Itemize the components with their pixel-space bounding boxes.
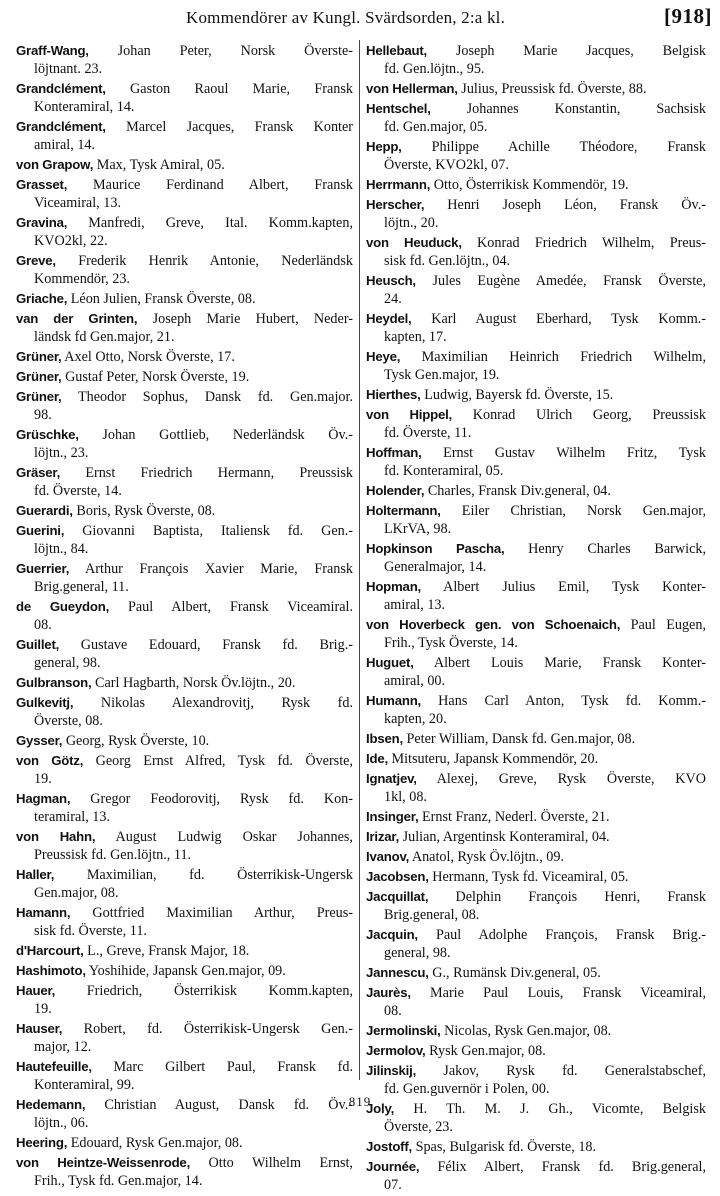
register-entry [366,100,706,136]
entry-surname: Ibsen, [366,731,403,746]
entry-continuation: Viceamiral, 13. [34,195,121,211]
entry-details: Georg, Rysk Överste, 10. [62,733,210,749]
entry-continuation: löjtn., 20. [384,215,439,231]
entry-details: Jakov, Rysk fd. Generalstabschef, [416,1063,706,1079]
register-entry [16,828,353,864]
entry-surname: Grüschke, [16,427,79,442]
entry-details: Albert Louis Marie, Fransk Konter- [413,655,706,671]
entry-surname: von Heintze-Weissenrode, [16,1155,191,1170]
entry-surname: Gulbranson, [16,675,92,690]
entry-surname: Joly, [366,1101,395,1116]
register-entry [16,290,353,308]
entry-details: Konrad Ulrich Georg, Preussisk [452,407,706,423]
entry-surname: de Gueydon, [16,599,110,614]
entry-surname: Hamann, [16,905,71,920]
right-column [366,42,706,1196]
page-footer-number: 819 [348,1094,372,1109]
entry-surname: Heusch, [366,273,416,288]
register-entry [366,808,706,826]
entry-surname: Guerardi, [16,503,73,518]
register-entry [16,752,353,788]
entry-continuation: Tysk Gen.major, 19. [384,367,500,383]
entry-continuation: fd. Konteramiral, 05. [384,463,504,479]
entry-continuation: Överste, 08. [34,713,103,729]
entry-surname: Jermolinski, [366,1023,441,1038]
entry-details: Paul Adolphe François, Fransk Brig.- [417,927,706,943]
entry-details: Gustaf Peter, Norsk Överste, 19. [61,369,250,385]
entry-details: Marc Gilbert Paul, Fransk fd. [91,1059,353,1075]
entry-details: Arthur François Xavier Marie, Fransk [69,561,353,577]
register-entry [366,616,706,652]
entry-details: Max, Tysk Amiral, 05. [93,157,225,173]
register-entry [16,156,353,174]
column-divider [359,40,360,1080]
register-entry [366,888,706,924]
entry-details: Boris, Rysk Överste, 08. [72,503,216,519]
entry-continuation: fd. Överste, 14. [34,483,122,499]
page-number-bracketed: [918] [664,4,712,28]
entry-details: Manfredi, Greve, Ital. Komm.kapten, [67,215,353,231]
entry-continuation: 08. [34,617,52,633]
entry-surname: Greve, [16,253,56,268]
entry-surname: Huguet, [366,655,414,670]
register-entry [366,406,706,442]
entry-details: Hermann, Tysk fd. Viceamiral, 05. [428,869,629,885]
register-entry [16,502,353,520]
entry-details: Robert, fd. Österrikisk-Ungersk Gen.- [62,1021,353,1037]
entry-continuation: Brig.general, 08. [384,907,480,923]
entry-details: Maurice Ferdinand Albert, Fransk [67,177,353,193]
register-entry [366,138,706,174]
entry-surname: Gravina, [16,215,68,230]
register-entry [366,578,706,614]
register-entry [16,1154,353,1190]
entry-details: Gottfried Maximilian Arthur, Preus- [70,905,353,921]
entry-surname: Hopkinson Pascha, [366,541,505,556]
entry-details: Ernst Franz, Nederl. Överste, 21. [418,809,610,825]
entry-surname: Jilinskij, [366,1063,417,1078]
register-entry [366,42,706,78]
entry-details: Marcel Jacques, Fransk Konter [105,119,353,135]
register-entry [16,388,353,424]
entry-surname: Hierthes, [366,387,421,402]
page-title: Kommendörer av Kungl. Svärdsorden, 2:a kl. [186,8,506,27]
entry-details: Alexej, Greve, Rysk Överste, KVO [416,771,706,787]
register-entry [366,926,706,962]
entry-surname: van der Grinten, [16,311,138,326]
entry-surname: Irizar, [366,829,400,844]
entry-details: L., Greve, Fransk Major, 18. [83,943,250,959]
entry-surname: Heye, [366,349,401,364]
entry-surname: Hepp, [366,139,402,154]
entry-surname: Hellebaut, [366,43,428,58]
entry-details: Albert Julius Emil, Tysk Konter- [421,579,706,595]
entry-surname: Holtermann, [366,503,441,518]
entry-continuation: löjtnant. 23. [34,61,103,77]
entry-surname: von Hippel, [366,407,453,422]
entry-details: Johan Gottlieb, Nederländsk Öv.- [78,427,353,443]
entry-continuation: Gen.major, 08. [34,885,119,901]
entry-details: Karl August Eberhard, Tysk Komm.- [411,311,706,327]
entry-continuation: sisk fd. Överste, 11. [34,923,147,939]
register-entry [16,426,353,462]
entry-details: Johan Peter, Norsk Överste- [88,43,353,59]
entry-surname: Grüner, [16,349,62,364]
entry-surname: Griache, [16,291,68,306]
entry-surname: Herscher, [366,197,425,212]
entry-continuation: Överste, 23. [384,1119,453,1135]
register-entry [16,1134,353,1152]
entry-details: Mitsuteru, Japansk Kommendör, 20. [387,751,599,767]
entry-surname: Grandclément, [16,119,106,134]
entry-surname: Ide, [366,751,388,766]
entry-continuation: Frih., Tysk Överste, 14. [384,635,518,651]
entry-surname: von Hoverbeck gen. von Schoenaich, [366,617,621,632]
entry-continuation: general, 98. [34,655,101,671]
register-entry [366,272,706,308]
entry-surname: Hagman, [16,791,71,806]
left-column [16,42,353,1192]
register-entry [366,848,706,866]
entry-details: Félix Albert, Fransk fd. Brig.general, [419,1159,706,1175]
entry-surname: von Heuduck, [366,235,462,250]
entry-details: Rysk Gen.major, 08. [425,1043,546,1059]
entry-surname: Hoffman, [366,445,422,460]
entry-details: Henry Charles Barwick, [504,541,706,557]
entry-surname: Jacobsen, [366,869,429,884]
entry-surname: Gysser, [16,733,63,748]
entry-details: Philippe Achille Théodore, Fransk [401,139,706,155]
entry-surname: Grüner, [16,369,62,384]
entry-details: Otto Wilhelm Ernst, [190,1155,353,1171]
entry-details: Ludwig, Bayersk fd. Överste, 15. [420,387,614,403]
entry-surname: Hedemann, [16,1097,86,1112]
entry-surname: Hashimoto, [16,963,86,978]
entry-continuation: Konteramiral, 14. [34,99,135,115]
entry-continuation: kapten, 20. [384,711,447,727]
entry-details: Joseph Marie Hubert, Neder- [137,311,353,327]
entry-surname: Herrmann, [366,177,431,192]
entry-surname: Guerini, [16,523,65,538]
register-entry [16,560,353,596]
register-entry [366,692,706,728]
entry-details: August Ludwig Oskar Johannes, [95,829,353,845]
entry-details: Julius, Preussisk fd. Överste, 88. [457,81,647,97]
entry-surname: Jacquin, [366,927,418,942]
entry-details: Gregor Feodorovitj, Rysk fd. Kon- [70,791,353,807]
entry-details: Marie Paul Louis, Fransk Viceamiral, [410,985,706,1001]
register-entry [16,310,353,346]
entry-details: Maximilian, fd. Österrikisk-Ungersk [54,867,353,883]
register-entry [16,904,353,940]
register-entry [366,1022,706,1040]
entry-continuation: major, 12. [34,1039,92,1055]
entry-surname: Guerrier, [16,561,70,576]
entry-details: Giovanni Baptista, Italiensk fd. Gen.- [64,523,353,539]
entry-surname: Jostoff, [366,1139,413,1154]
entry-details: Ernst Friedrich Hermann, Preussisk [60,465,353,481]
entry-surname: Graff-Wang, [16,43,89,58]
register-entry [16,464,353,500]
entry-details: Christian August, Dansk fd. Öv.- [85,1097,353,1113]
register-entry [16,636,353,672]
entry-details: Gaston Raoul Marie, Fransk [105,81,353,97]
entry-continuation: Brig.general, 11. [34,579,129,595]
entry-surname: Grüner, [16,389,62,404]
entry-continuation: fd. Gen.guvernör i Polen, 00. [384,1081,550,1097]
entry-surname: von Götz, [16,753,84,768]
entry-surname: Heydel, [366,311,412,326]
entry-surname: Haller, [16,867,55,882]
entry-details: Johannes Konstantin, Sachsisk [430,101,706,117]
entry-continuation: general, 98. [384,945,451,961]
entry-details: Julian, Argentinsk Konteramiral, 04. [399,829,610,845]
register-entry [366,80,706,98]
register-entry [366,1062,706,1098]
register-entry [16,368,353,386]
entry-details: Edouard, Rysk Gen.major, 08. [67,1135,243,1151]
entry-continuation: fd. Gen.löjtn., 95. [384,61,485,77]
register-entry [366,502,706,538]
entry-details: Carl Hagbarth, Norsk Öv.löjtn., 20. [91,675,296,691]
entry-details: Charles, Fransk Div.general, 04. [424,483,611,499]
register-entry [16,732,353,750]
entry-surname: Gräser, [16,465,61,480]
entry-details: Friedrich, Österrikisk Komm.kapten, [55,983,353,999]
entry-surname: von Grapow, [16,157,94,172]
register-entry [16,962,353,980]
entry-details: Henri Joseph Léon, Fransk Öv.- [424,197,706,213]
register-entry [16,866,353,902]
entry-continuation: Kommendör, 23. [34,271,130,287]
entry-details: Peter William, Dansk fd. Gen.major, 08. [402,731,636,747]
register-entry [366,750,706,768]
entry-surname: Hentschel, [366,101,431,116]
entry-surname: Hopman, [366,579,422,594]
entry-continuation: 1kl, 08. [384,789,427,805]
entry-details: Ernst Gustav Wilhelm Fritz, Tysk [421,445,706,461]
register-entry [16,522,353,558]
entry-continuation: amiral, 00. [384,673,446,689]
entry-details: G., Rumänsk Div.general, 05. [428,965,601,981]
entry-continuation: ländsk fd Gen.major, 21. [34,329,175,345]
entry-continuation: 07. [384,1177,402,1193]
register-entry [16,982,353,1018]
register-entry [366,770,706,806]
register-entry [16,790,353,826]
entry-continuation: Preussisk fd. Gen.löjtn., 11. [34,847,192,863]
register-entry [16,80,353,116]
entry-details: Otto, Österrikisk Kommendör, 19. [430,177,629,193]
entry-details: Paul Eugen, [620,617,706,633]
register-entry [366,234,706,270]
entry-surname: Gulkevitj, [16,695,74,710]
entry-surname: von Hellerman, [366,81,458,96]
entry-surname: Hautefeuille, [16,1059,92,1074]
register-entry [366,196,706,232]
register-entry [366,654,706,690]
register-entry [366,444,706,480]
entry-details: Konrad Friedrich Wilhelm, Preus- [461,235,706,251]
register-entry [366,964,706,982]
entry-continuation: 08. [384,1003,402,1019]
entry-surname: Grandclément, [16,81,106,96]
entry-continuation: Konteramiral, 99. [34,1077,135,1093]
entry-surname: Jaurès, [366,985,411,1000]
register-entry [366,176,706,194]
entry-continuation: löjtn., 84. [34,541,89,557]
register-entry [366,540,706,576]
register-entry [366,1042,706,1060]
entry-continuation: 19. [34,771,52,787]
register-entry [366,1158,706,1194]
entry-surname: Insinger, [366,809,419,824]
entry-details: Gustave Edouard, Fransk fd. Brig.- [59,637,353,653]
entry-surname: d'Harcourt, [16,943,84,958]
entry-details: Nikolas Alexandrovitj, Rysk fd. [73,695,353,711]
entry-continuation: fd. Överste, 11. [384,425,472,441]
entry-continuation: Överste, KVO2kl, 07. [384,157,509,173]
register-entry [16,674,353,692]
entry-continuation: KVO2kl, 22. [34,233,108,249]
entry-surname: Humann, [366,693,422,708]
entry-continuation: amiral, 14. [34,137,96,153]
register-entry [16,118,353,154]
register-entry [366,730,706,748]
entry-details: H. Th. M. J. Gh., Vicomte, Belgisk [394,1101,706,1117]
entry-surname: Guillet, [16,637,60,652]
entry-continuation: löjtn., 23. [34,445,89,461]
register-entry [16,1058,353,1094]
entry-details: Frederik Henrik Antonie, Nederländsk [55,253,353,269]
entry-surname: Hauer, [16,983,56,998]
register-entry [16,348,353,366]
entry-continuation: 24. [384,291,402,307]
entry-surname: Holender, [366,483,425,498]
entry-details: Spas, Bulgarisk fd. Överste, 18. [412,1139,597,1155]
register-entry [16,252,353,288]
entry-surname: Hauser, [16,1021,63,1036]
register-entry [366,828,706,846]
register-entry [366,482,706,500]
entry-details: Maximilian Heinrich Friedrich Wilhelm, [400,349,706,365]
entry-continuation: fd. Gen.major, 05. [384,119,488,135]
register-entry [16,942,353,960]
register-entry [16,176,353,212]
entry-continuation: LKrVA, 98. [384,521,452,537]
register-entry [16,42,353,78]
entry-details: Theodor Sophus, Dansk fd. Gen.major. [61,389,353,405]
entry-details: Delphin François Henri, Fransk [428,889,706,905]
entry-details: Nicolas, Rysk Gen.major, 08. [440,1023,612,1039]
entry-details: Anatol, Rysk Öv.löjtn., 09. [409,849,565,865]
entry-continuation: kapten, 17. [384,329,447,345]
page-header [16,4,712,32]
register-entry [16,214,353,250]
entry-details: Axel Otto, Norsk Överste, 17. [61,349,235,365]
register-entry [366,310,706,346]
register-entry [16,1020,353,1056]
entry-continuation: amiral, 13. [384,597,446,613]
register-entry [366,386,706,404]
entry-surname: Heering, [16,1135,68,1150]
entry-details: Hans Carl Anton, Tysk fd. Komm.- [421,693,706,709]
entry-continuation: löjtn., 06. [34,1115,89,1131]
entry-surname: Journée, [366,1159,420,1174]
entry-surname: von Hahn, [16,829,96,844]
entry-details: Georg Ernst Alfred, Tysk fd. Överste, [83,753,353,769]
entry-continuation: Frih., Tysk fd. Gen.major, 14. [34,1173,203,1189]
register-entry [16,598,353,634]
entry-details: Jules Eugène Amedée, Fransk Överste, [415,273,706,289]
entry-surname: Grasset, [16,177,68,192]
entry-surname: Jannescu, [366,965,429,980]
entry-surname: Jermolov, [366,1043,426,1058]
entry-continuation: Generalmajor, 14. [384,559,487,575]
entry-details: Paul Albert, Fransk Viceamiral. [109,599,353,615]
entry-details: Joseph Marie Jacques, Belgisk [427,43,706,59]
entry-surname: Ivanov, [366,849,410,864]
entry-details: Yoshihide, Japansk Gen.major, 09. [85,963,286,979]
register-entry [16,694,353,730]
entry-surname: Ignatjev, [366,771,417,786]
entry-continuation: sisk fd. Gen.löjtn., 04. [384,253,511,269]
entry-details: Léon Julien, Fransk Överste, 08. [67,291,256,307]
entry-continuation: 19. [34,1001,52,1017]
entry-continuation: 98. [34,407,52,423]
register-entry [366,984,706,1020]
entry-continuation: teramiral, 13. [34,809,111,825]
entry-surname: Jacquillat, [366,889,429,904]
register-entry [366,1138,706,1156]
register-entry [366,868,706,886]
entry-details: Eiler Christian, Norsk Gen.major, [440,503,706,519]
register-entry [366,348,706,384]
